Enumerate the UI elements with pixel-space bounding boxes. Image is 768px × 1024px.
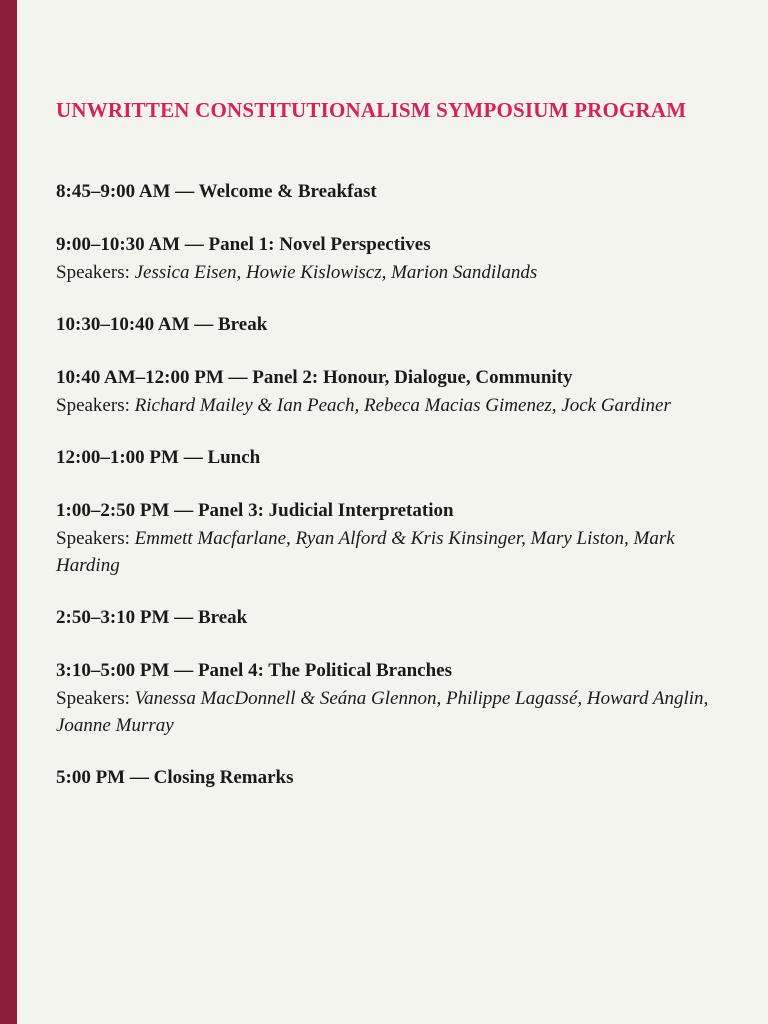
speakers-names: Richard Mailey & Ian Peach, Rebeca Macias Gimenez, Jock Gardiner: [134, 395, 671, 416]
session-heading: 8:45–9:00 AM — Welcome & Breakfast: [56, 181, 377, 202]
session-welcome: [56, 178, 716, 206]
speakers-label: Speakers:: [56, 262, 130, 283]
session-closing: [56, 764, 716, 792]
session-heading: 10:30–10:40 AM — Break: [56, 314, 268, 335]
session-heading: 3:10–5:00 PM — Panel 4: The Political Branches: [56, 660, 452, 681]
speakers-names: Vanessa MacDonnell & Seána Glennon, Philippe Lagassé, Howard Anglin, Joanne Murray: [56, 688, 709, 736]
session-panel-3: [56, 497, 716, 579]
session-panel-2: [56, 364, 716, 419]
speakers-line: [56, 685, 716, 739]
speakers-line: [56, 525, 716, 579]
page-title: UNWRITTEN CONSTITUTIONALISM SYMPOSIUM PROGRAM: [56, 98, 687, 122]
session-lunch: [56, 444, 716, 472]
speakers-line: [56, 259, 716, 286]
speakers-label: Speakers:: [56, 395, 130, 416]
speakers-names: Emmett Macfarlane, Ryan Alford & Kris Kinsinger, Mary Liston, Mark Harding: [56, 528, 675, 576]
session-break-2: [56, 604, 716, 632]
session-heading: 2:50–3:10 PM — Break: [56, 607, 248, 628]
speakers-names: Jessica Eisen, Howie Kislowiscz, Marion Sandilands: [134, 262, 538, 283]
session-heading: 9:00–10:30 AM — Panel 1: Novel Perspectives: [56, 234, 431, 255]
speakers-label: Speakers:: [56, 528, 130, 549]
session-panel-4: [56, 657, 716, 739]
speakers-line: [56, 392, 716, 419]
schedule: [56, 178, 716, 792]
session-panel-1: [56, 231, 716, 286]
session-heading: 5:00 PM — Closing Remarks: [56, 767, 294, 788]
session-break-1: [56, 311, 716, 339]
session-heading: 1:00–2:50 PM — Panel 3: Judicial Interpretation: [56, 500, 454, 521]
program-content: [56, 96, 716, 817]
speakers-label: Speakers:: [56, 688, 130, 709]
session-heading: 12:00–1:00 PM — Lunch: [56, 447, 261, 468]
accent-bar: [0, 0, 17, 1024]
session-heading: 10:40 AM–12:00 PM — Panel 2: Honour, Dialogue, Community: [56, 367, 573, 388]
